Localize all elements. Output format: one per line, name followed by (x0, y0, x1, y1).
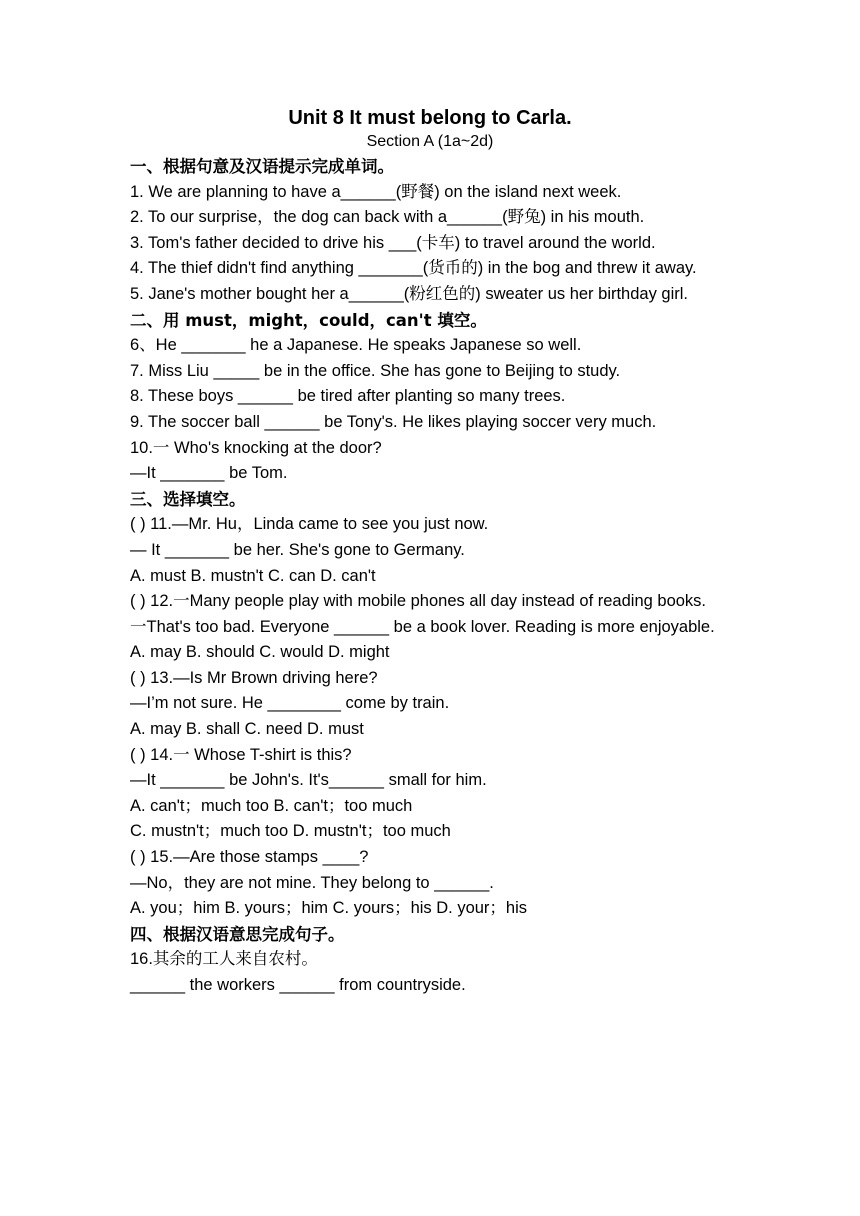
question-12-reply: 一That's too bad. Everyone ______ be a book lover. Reading is more enjoyable. (130, 617, 715, 636)
section-3 (130, 487, 730, 922)
section-heading: 四、根据汉语意思完成句子。 (130, 924, 345, 944)
question-13-options: A. may B. shall C. need D. must (130, 720, 364, 739)
question-15-options: A. you；him B. yours；him C. yours；his D. your；his (130, 899, 528, 918)
question-14-reply: —It _______ be John's. It's______ small for him. (130, 771, 487, 790)
section-2 (130, 308, 730, 487)
question-10-answer: —It _______ be Tom. (130, 464, 288, 483)
question-16-blanks: ______ the workers ______ from countryside. (130, 976, 466, 994)
question-9: 9. The soccer ball ______ be Tony's. He likes playing soccer very much. (130, 412, 657, 431)
worksheet (130, 105, 730, 999)
question-14: ( ) 14.一 Whose T-shirt is this? (130, 745, 352, 764)
question-4: 4. The thief didn't find anything _______(货币的) in the bog and threw it away. (130, 259, 697, 278)
question-14-options-ab: A. can't；much too B. can't；too much (130, 796, 413, 815)
question-7: 7. Miss Liu _____ be in the office. She has gone to Beijing to study. (130, 361, 621, 380)
question-13-reply: —I’m not sure. He ________ come by train. (130, 694, 450, 713)
question-12-options: A. may B. should C. would D. might (130, 643, 390, 662)
question-14-options-cd: C. mustn't；much too D. mustn't；too much (130, 822, 451, 841)
question-10: 10.一 Who's knocking at the door? (130, 438, 382, 457)
question-6: 6、He _______ he a Japanese. He speaks Japanese so well. (130, 336, 582, 355)
question-11: ( ) 11.—Mr. Hu，Linda came to see you just now. (130, 515, 489, 534)
question-15: ( ) 15.—Are those stamps ____? (130, 848, 369, 867)
question-11-options: A. must B. mustn't C. can D. can't (130, 566, 376, 585)
question-3: 3. Tom's father decided to drive his ___(卡车) to travel around the world. (130, 233, 656, 252)
section-heading: 三、选择填空。 (130, 489, 246, 509)
section-1 (130, 154, 730, 308)
section-heading: 一、根据句意及汉语提示完成单词。 (130, 157, 394, 176)
question-8: 8. These boys ______ be tired after planting so many trees. (130, 387, 566, 406)
question-11-reply: — It _______ be her. She's gone to Germany. (130, 540, 465, 559)
section-4 (130, 922, 730, 999)
page-subtitle: Section A (1a~2d) (366, 133, 494, 150)
page-title: Unit 8 It must belong to Carla. (288, 107, 572, 129)
question-1: 1. We are planning to have a______(野餐) on the island next week. (130, 182, 622, 201)
question-16: 16.其余的工人来自农村。 (130, 950, 318, 969)
question-2: 2. To our surprise，the dog can back with a______(野兔) in his mouth. (130, 208, 645, 227)
section-heading: 二、用 must，might，could，can't 填空。 (130, 310, 487, 330)
question-5: 5. Jane's mother bought her a______(粉红色的) sweater us her birthday girl. (130, 284, 689, 303)
question-15-reply: —No，they are not mine. They belong to ______. (130, 873, 494, 892)
question-13: ( ) 13.—Is Mr Brown driving here? (130, 668, 378, 687)
question-12: ( ) 12.一Many people play with mobile phones all day instead of reading books. (130, 592, 707, 611)
